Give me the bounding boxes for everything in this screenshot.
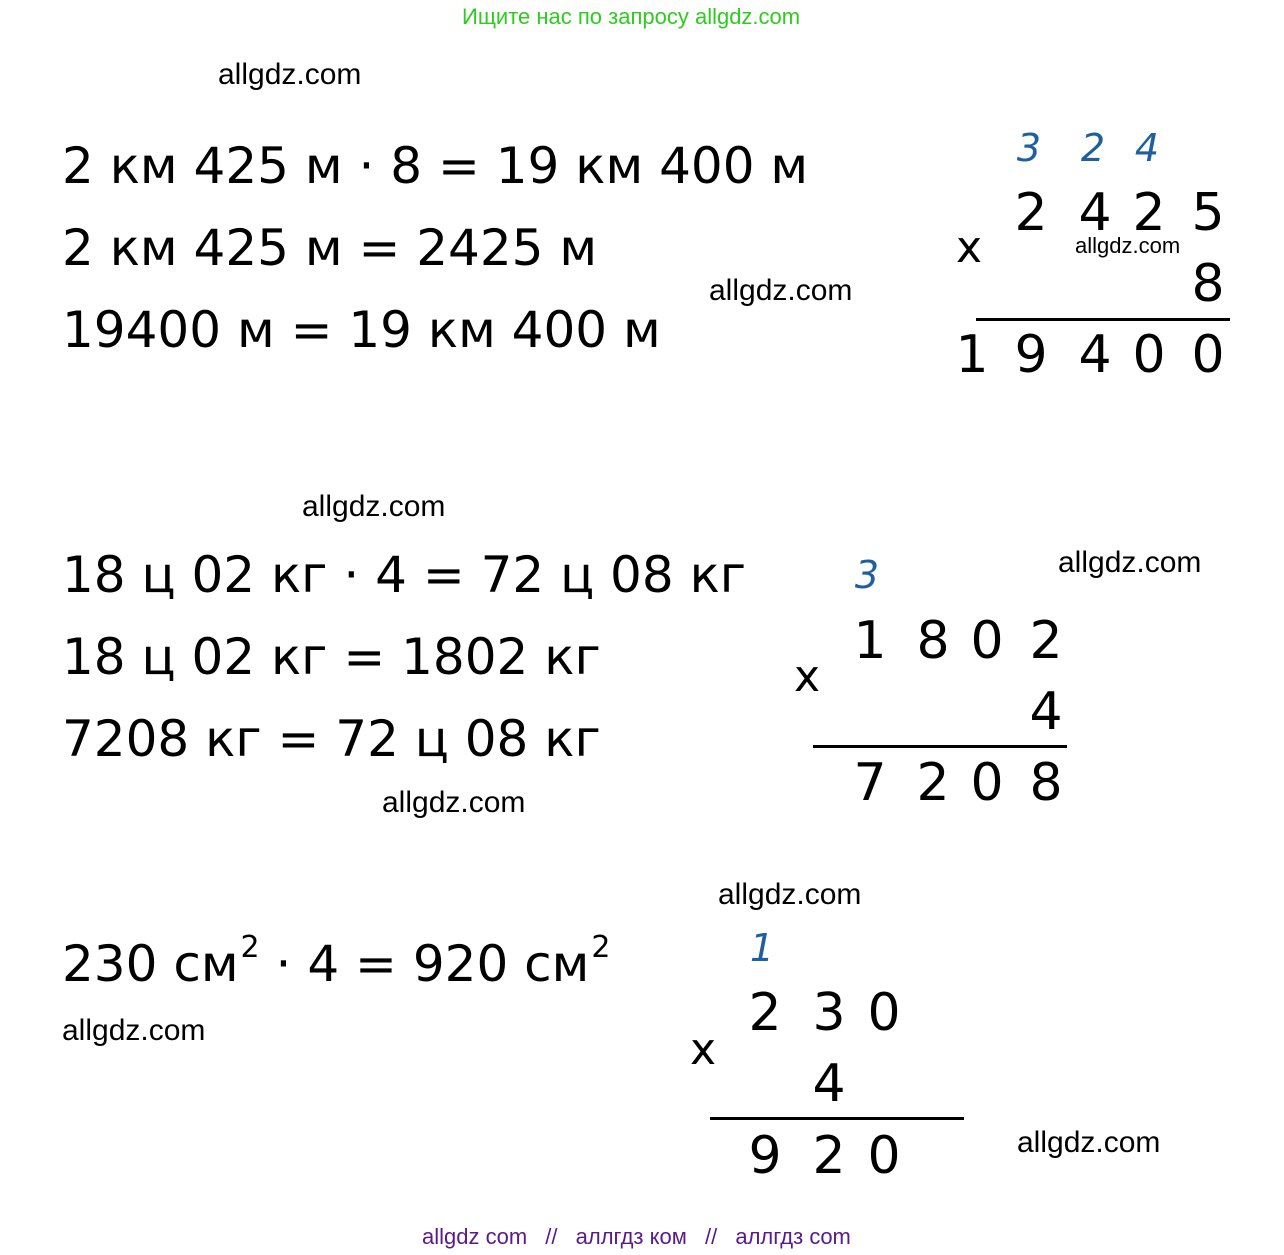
multiplier-digit: 8	[1191, 254, 1225, 314]
footer	[422, 1224, 851, 1250]
result-line	[710, 1117, 964, 1120]
result-digit: 7	[853, 753, 887, 813]
result-digit: 4	[1078, 325, 1112, 385]
multiplier-digit: 4	[812, 1054, 846, 1114]
result-digit: 2	[812, 1126, 846, 1186]
multiplicand-digit: 3	[812, 983, 846, 1043]
result-digit: 9	[1014, 325, 1048, 385]
multiply-sign: x	[690, 1024, 717, 1075]
watermark: allgdz.com	[1017, 1126, 1161, 1159]
carry-digit: 3	[1016, 126, 1042, 170]
top-banner: Ищите нас по запросу allgdz.com	[462, 4, 801, 29]
equation-line	[62, 930, 611, 993]
multiplicand-digit: 2	[748, 983, 782, 1043]
multiplier-digit: 4	[1029, 682, 1063, 742]
exponent: 2	[591, 930, 611, 965]
multiplicand-digit: 8	[916, 611, 950, 671]
multiplicand-digit: 1	[853, 611, 887, 671]
multiplicand-digit: 2	[1014, 183, 1048, 243]
result-line	[813, 745, 1067, 748]
result-digit: 0	[970, 753, 1004, 813]
multiply-sign: x	[794, 651, 821, 702]
result-digit: 0	[1132, 325, 1166, 385]
equation-line: 19400 м = 19 км 400 м	[62, 301, 661, 359]
multiplicand-digit: 2	[1029, 611, 1063, 671]
footer-separator: //	[545, 1224, 558, 1249]
watermark: allgdz.com	[1058, 546, 1202, 579]
carry-digit: 4	[1134, 126, 1160, 170]
carry-digit: 1	[749, 926, 775, 970]
carry-digit: 2	[1080, 126, 1106, 170]
equation-line: 7208 кг = 72 ц 08 кг	[62, 710, 601, 768]
watermark: allgdz.com	[62, 1014, 206, 1047]
watermark: allgdz.com	[218, 58, 362, 91]
watermark: allgdz.com	[718, 878, 862, 911]
multiplicand-digit: 5	[1191, 183, 1225, 243]
carry-digit: 3	[854, 553, 880, 597]
equation-part: 230 см	[62, 935, 239, 993]
watermark: allgdz.com	[382, 786, 526, 819]
multiplicand-digit: 2	[1132, 183, 1166, 243]
watermark: allgdz.com	[302, 490, 446, 523]
result-digit: 0	[1191, 325, 1225, 385]
equation-line: 18 ц 02 кг = 1802 кг	[62, 628, 601, 686]
footer-separator: //	[704, 1224, 718, 1249]
equation-line: 18 ц 02 кг · 4 = 72 ц 08 кг	[62, 546, 747, 604]
multiplicand-digit: 0	[867, 983, 901, 1043]
footer-text: аллгдз com	[735, 1224, 851, 1249]
result-digit: 9	[748, 1126, 782, 1186]
equation-line: 2 км 425 м · 8 = 19 км 400 м	[62, 137, 809, 195]
exponent: 2	[240, 930, 260, 965]
result-line	[976, 318, 1230, 321]
footer-text: allgdz com	[422, 1224, 528, 1249]
multiply-sign: x	[956, 222, 983, 273]
footer-text: аллгдз ком	[575, 1224, 687, 1249]
result-digit: 0	[867, 1126, 901, 1186]
multiplicand-digit: 0	[970, 611, 1004, 671]
watermark: allgdz.com	[709, 274, 853, 307]
multiplicand-digit: 4	[1078, 183, 1112, 243]
result-digit: 2	[916, 753, 950, 813]
equation-line: 2 км 425 м = 2425 м	[62, 219, 598, 277]
result-digit: 8	[1029, 753, 1063, 813]
equation-part: · 4 = 920 см	[259, 935, 590, 993]
result-digit: 1	[955, 325, 989, 385]
watermark: allgdz.com	[1075, 233, 1181, 258]
